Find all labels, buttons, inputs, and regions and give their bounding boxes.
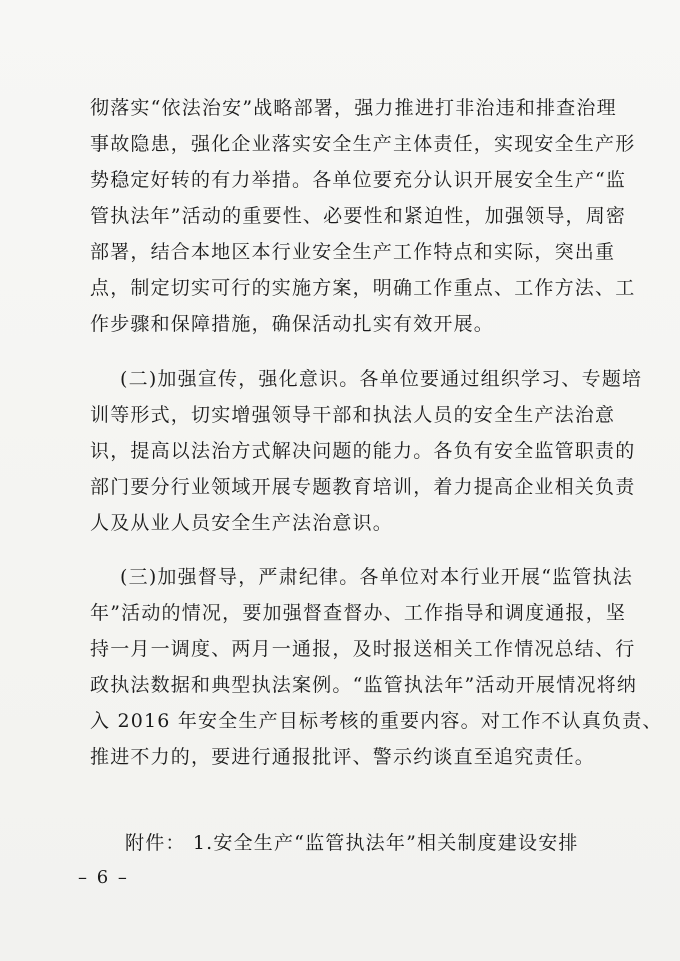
section-three-heading-line: (三)加强督导，严肃纪律。各单位对本行业开展“监管执法 [120, 566, 633, 588]
attachment-note: 附件： 1.安全生产“监管执法年”相关制度建设安排 [125, 832, 579, 854]
page-number: – 6 – [78, 867, 129, 888]
body-text-line: 训等形式，切实增强领导干部和执法人员的安全生产法治意 [90, 404, 616, 426]
body-text-line: 作步骤和保障措施，确保活动扎实有效开展。 [90, 313, 495, 335]
body-text-line: 年”活动的情况，要加强督查督办、工作指导和调度通报，坚 [90, 602, 627, 624]
body-text-line: 部署，结合本地区本行业安全生产工作特点和实际，突出重 [90, 241, 616, 263]
body-text-line: 事故隐患，强化企业落实安全生产主体责任，实现安全生产形 [90, 133, 636, 155]
section-two-heading-line: (二)加强宣传，强化意识。各单位要通过组织学习、专题培 [120, 368, 643, 390]
body-text-line: 彻落实“依法治安”战略部署，强力推进打非治违和排查治理 [90, 97, 617, 119]
body-text-line: 政执法数据和典型执法案例。“监管执法年”活动开展情况将纳 [90, 674, 638, 696]
body-text-line: 入 2016 年安全生产目标考核的重要内容。对工作不认真负责、 [90, 710, 663, 732]
body-text-line: 持一月一调度、两月一通报，及时报送相关工作情况总结、行 [90, 638, 636, 660]
body-text-line: 部门要分行业领域开展专题教育培训，着力提高企业相关负责 [90, 476, 636, 498]
body-text-line: 推进不力的，要进行通报批评、警示约谈直至追究责任。 [90, 746, 596, 768]
body-text-line: 管执法年”活动的重要性、必要性和紧迫性，加强领导，周密 [90, 205, 627, 227]
body-text-line: 识，提高以法治方式解决问题的能力。各负有安全监管职责的 [90, 440, 636, 462]
body-text-line: 势稳定好转的有力举措。各单位要充分认识开展安全生产“监 [90, 169, 627, 191]
body-text-line: 点，制定切实可行的实施方案，明确工作重点、工作方法、工 [90, 277, 636, 299]
body-text-line: 人及从业人员安全生产法治意识。 [90, 512, 394, 534]
